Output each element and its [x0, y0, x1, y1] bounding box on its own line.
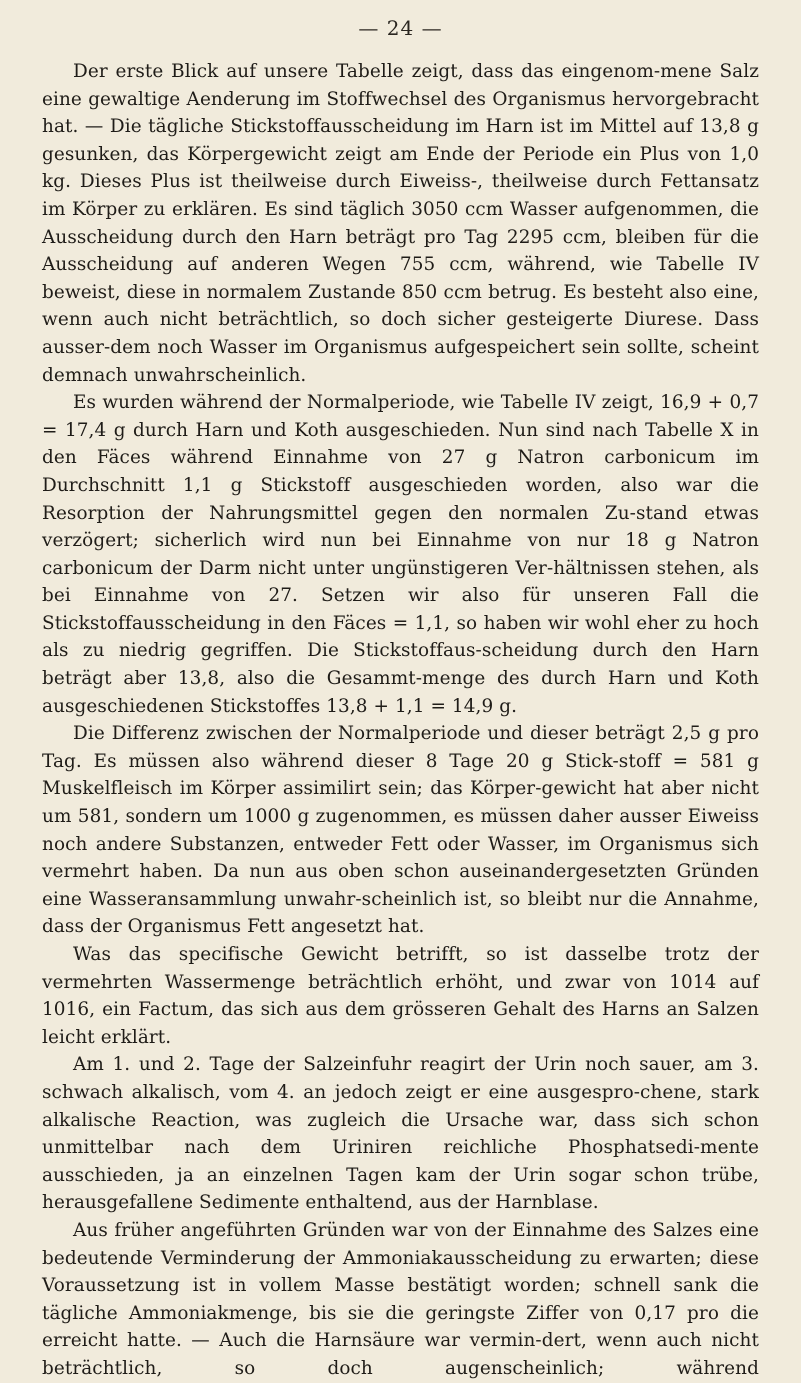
paragraph-5: Am 1. und 2. Tage der Salzeinfuhr reagirt der Urin noch sauer, am 3. schwach alkalisch, vom 4. an jedoch zeigt er eine ausgespro-chene, stark alkalische Reaction, was zugleich die Ursache war, dass sich schon unmittelbar nach dem Uriniren reichliche Phosphatsedi-mente ausschieden, ja an einzelnen Tagen kam der Urin sogar schon trübe, herausgefallene Sedimente enthaltend, aus der Harnblase. — [42, 1054, 759, 1214]
page-number: — 24 — — [358, 16, 443, 40]
paragraph-4: Was das specifische Gewicht betrifft, so ist dasselbe trotz der vermehrten Wassermenge beträchtlich erhöht, und zwar von 1014 auf 1016, ein Factum, das sich aus dem grösseren Gehalt des Harns an Salzen leicht erklärt. — [42, 944, 759, 1048]
paragraph-6: Aus früher angeführten Gründen war von der Einnahme des Salzes eine bedeutende Verminderung der Ammoniakausscheidung zu erwarten; diese Voraussetzung ist in vollem Masse bestätigt worden; schnell sank die tägliche Ammoniakmenge, bis sie die geringste Ziffer von 0,17 pro die erreicht hatte. — Auch die Harnsäure war vermin-dert, wenn auch nicht beträchtlich, so doch augenscheinlich; während — [42, 1219, 759, 1379]
paragraph-1: Der erste Blick auf unsere Tabelle zeigt, dass das eingenom-mene Salz eine gewaltige Aenderung im Stoffwechsel des Organismus hervorgebracht hat. — Die tägliche Stickstoffausscheidung im Harn ist im Mittel auf 13,8 g gesunken, das Körpergewicht zeigt am Ende der Periode ein Plus von 1,0 kg. Dieses Plus ist theilweise durch Eiweiss-, theilweise durch Fettansatz im Körper zu erklären. Es sind täglich 3050 ccm Wasser aufgenommen, die Ausscheidung durch den Harn beträgt pro Tag 2295 ccm, bleiben für die Ausscheidung auf anderen Wegen 755 ccm, während, wie Tabelle IV beweist, diese in normalem Zustande 850 ccm betrug. Es besteht also eine, wenn auch nicht beträchtlich, so doch sicher gesteigerte Diurese. Dass ausser-dem noch Wasser im Organismus aufgespeichert sein sollte, scheint demnach unwahrscheinlich. — [42, 61, 759, 386]
paragraph-3: Die Differenz zwischen der Normalperiode und dieser beträgt 2,5 g pro Tag. Es müssen also während dieser 8 Tage 20 g Stick-stoff = 581 g Muskelfleisch im Körper assimilirt sein; das Körper-gewicht hat aber nicht um 581, sondern um 1000 g zugenommen, es müssen daher ausser Eiweiss noch andere Substanzen, entweder Fett oder Wasser, im Organismus sich vermehrt haben. Da nun aus oben schon auseinandergesetzten Gründen eine Wasseransammlung unwahr-scheinlich ist, so bleibt nur die Annahme, dass der Organismus Fett angesetzt hat. — [42, 723, 759, 938]
body-text — [42, 58, 759, 1383]
paragraph-2: Es wurden während der Normalperiode, wie Tabelle IV zeigt, 16,9 + 0,7 = 17,4 g durch Harn und Koth ausgeschieden. Nun sind nach Tabelle X in den Fäces während Einnahme von 27 g Natron carbonicum im Durchschnitt 1,1 g Stickstoff ausgeschieden worden, also war die Resorption der Nahrungsmittel gegen den normalen Zu-stand etwas verzögert; sicherlich wird nun bei Einnahme von nur 18 g Natron carbonicum der Darm nicht unter ungünstigeren Ver-hältnissen stehen, als bei Einnahme von 27. Setzen wir also für unseren Fall die Stickstoffausscheidung in den Fäces = 1,1, so haben wir wohl eher zu hoch als zu niedrig gegriffen. Die Stickstoffaus-scheidung durch den Harn beträgt aber 13,8, also die Gesammt-menge des durch Harn und Koth ausgeschiedenen Stickstoffes 13,8 + 1,1 = 14,9 g. — [42, 392, 759, 717]
